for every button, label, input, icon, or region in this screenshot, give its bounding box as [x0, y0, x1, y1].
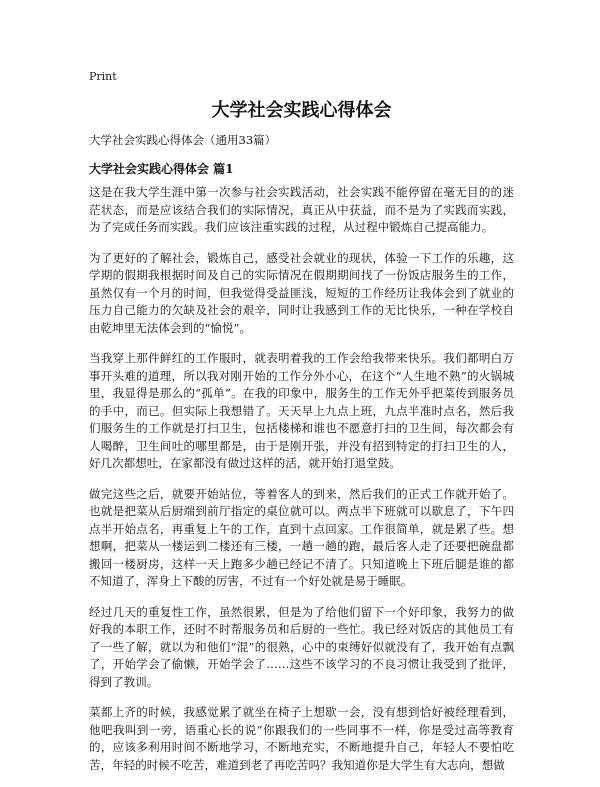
- paragraph: 经过几天的重复性工作，虽然很累，但是为了给他们留下一个好印象，我努力的做好我的本职工作，还时不时帮服务员和后厨的一些忙。我已经对饭店的其他员工有了一些了解，就以为和他们“混”的很熟，心中的束缚好似就没有了，我开始有点飘了，开始学会了偷懒，开始学会了……这些不该学习的不良习惯让我受到了批评，得到了教训。: [89, 604, 514, 689]
- paragraph: 这是在我大学生涯中第一次参与社会实践活动，社会实践不能停留在毫无目的的迷茫状态，而是应该结合我们的实际情况，真正从中获益，而不是为了实践而实践，为了完成任务而实践。我们应该注重实践的过程，从过程中锻炼自己提高能力。: [89, 185, 514, 234]
- paragraph: 为了更好的了解社会，锻炼自己，感受社会就业的现状，体验一下工作的乐趣，这学期的假期我根据时间及自己的实际情况在假期期间找了一份饭店服务生的工作，虽然仅有一个月的时间，但我觉得受益匪浅，短短的工作经历让我体会到了就业的压力自己能力的欠缺及社会的艰辛，同时让我感到工作的无比快乐，一种在学校自由乾坤里无法体会到的“愉悦”。: [89, 250, 514, 335]
- paragraph: 当我穿上那件鲜红的工作服时，就表明着我的工作会给我带来快乐。我们都明白万事开头难的道理，所以我对刚开始的工作分外小心，在这个“人生地不熟”的火锅城里，我显得是那么的“孤单”。在我的印象中，服务生的工作无外乎把菜传到服务员的手中，而已。但实际上我想错了。天天早上九点上班，九点半准时点名，然后我们服务生的工作就是打扫卫生，包括楼梯和谁也不愿意打扫的卫生间，每次都会有人喝醉，卫生间吐的哪里都是，由于是刚开张，并没有招到特定的打扫卫生的人，好几次都想吐，在家都没有做过这样的活，就开始打退堂鼓。: [89, 351, 514, 470]
- document-subtitle: 大学社会实践心得体会（通用33篇）: [89, 133, 277, 147]
- document-title: 大学社会实践心得体会: [211, 100, 392, 121]
- section-heading: 大学社会实践心得体会 篇1: [89, 162, 234, 176]
- body-text: [89, 184, 514, 787]
- print-link[interactable]: Print: [89, 70, 117, 83]
- paragraph: 做完这些之后，就要开始站位，等着客人的到来，然后我们的正式工作就开始了。也就是把菜从后厨端到前厅指定的桌位就可以。两点半下班就可以歇息了，下午四点半开始点名，再重复上午的工作，直到十点回家。工作很简单，就是累了些。想想啊，把菜从一楼运到二楼还有三楼，一趟一趟的跑，最后客人走了还要把碗盘都搬回一楼厨房，这样一天上跑多少趟已经记不清了。只知道晚上下班后腿是谁的都不知道了，浑身上下酸的厉害，不过有一个好处就是易于睡眠。: [89, 486, 514, 588]
- paragraph: 菜都上齐的时候，我感觉累了就坐在椅子上想歇一会，没有想到恰好被经理看到，他吧我叫到一旁，语重心长的说“你跟我们的一些同事不一样，你是受过高等教育的，应该多利用时间不断地学习，不断地充实，不断地提升自己，年轻人不要怕吃苦，年轻的时候不吃苦，难道到老了再吃苦吗？我知道你是大学生有大志向，想做: [89, 705, 514, 772]
